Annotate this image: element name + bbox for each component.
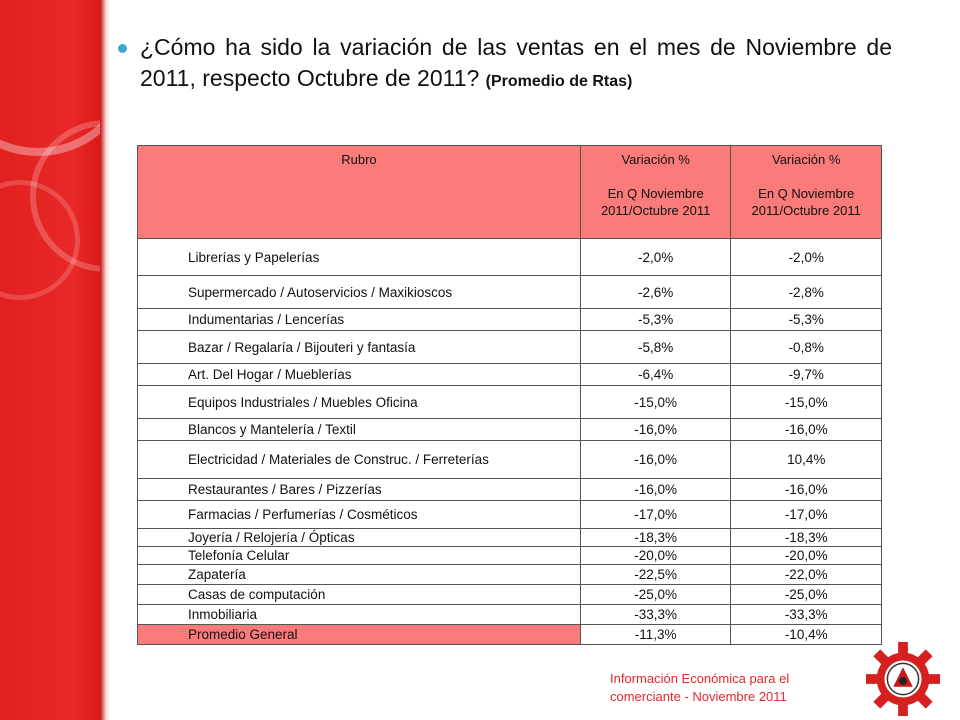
table-row [138, 501, 882, 529]
table-row [138, 309, 882, 331]
column-header-variation-1-sub: En Q Noviembre 2011/Octubre 2011 [600, 186, 711, 218]
row-rubro: Art. Del Hogar / Mueblerías [138, 364, 581, 386]
table-row [138, 585, 882, 605]
row-variation-2: -2,0% [731, 239, 882, 276]
gear-logo-icon [864, 640, 942, 718]
row-variation-2: -22,0% [731, 565, 882, 585]
row-rubro: Electricidad / Materiales de Construc. / Ferreterías [138, 441, 581, 479]
row-rubro: Telefonía Celular [138, 547, 581, 565]
row-variation-1: -6,4% [580, 364, 731, 386]
row-variation-2: -17,0% [731, 501, 882, 529]
row-variation-1: -20,0% [580, 547, 731, 565]
row-rubro: Blancos y Mantelería / Textil [138, 419, 581, 441]
row-variation-1: -16,0% [580, 479, 731, 501]
table-row [138, 479, 882, 501]
total-variation-1: -11,3% [580, 625, 731, 645]
row-variation-1: -15,0% [580, 386, 731, 419]
row-variation-2: -2,8% [731, 276, 882, 309]
row-rubro: Supermercado / Autoservicios / Maxikioscos [138, 276, 581, 309]
row-variation-2: 10,4% [731, 441, 882, 479]
footer-line-1: Información Económica para el [610, 671, 790, 686]
table-row [138, 239, 882, 276]
row-rubro: Equipos Industriales / Muebles Oficina [138, 386, 581, 419]
sales-variation-table [137, 145, 882, 645]
footer-line-2: comerciante - Noviembre 2011 [610, 689, 787, 704]
row-variation-1: -16,0% [580, 441, 731, 479]
table-row [138, 419, 882, 441]
row-variation-2: -20,0% [731, 547, 882, 565]
row-variation-1: -2,6% [580, 276, 731, 309]
table-row [138, 331, 882, 364]
table-row [138, 441, 882, 479]
slide-title-tail: (Promedio de Rtas) [485, 73, 633, 90]
row-variation-2: -9,7% [731, 364, 882, 386]
row-rubro: Inmobiliaria [138, 605, 581, 625]
table-row-total [138, 625, 882, 645]
column-header-variation-2-top: Variación % [772, 152, 841, 167]
row-variation-1: -25,0% [580, 585, 731, 605]
row-variation-1: -5,8% [580, 331, 731, 364]
row-rubro: Casas de computación [138, 585, 581, 605]
table-row [138, 364, 882, 386]
row-variation-2: -0,8% [731, 331, 882, 364]
row-variation-2: -18,3% [731, 529, 882, 547]
row-variation-1: -33,3% [580, 605, 731, 625]
row-rubro: Librerías y Papelerías [138, 239, 581, 276]
row-rubro: Zapatería [138, 565, 581, 585]
table-row [138, 276, 882, 309]
row-rubro: Restaurantes / Bares / Pizzerías [138, 479, 581, 501]
column-header-variation-2-sub: En Q Noviembre 2011/Octubre 2011 [751, 186, 861, 218]
table-row [138, 547, 882, 565]
column-header-variation-1 [580, 146, 731, 239]
row-variation-2: -15,0% [731, 386, 882, 419]
row-variation-1: -17,0% [580, 501, 731, 529]
row-variation-2: -16,0% [731, 479, 882, 501]
side-decoration-band [0, 0, 106, 720]
bullet-dot-icon [118, 44, 127, 53]
row-variation-1: -2,0% [580, 239, 731, 276]
footer-caption [610, 670, 840, 706]
table-row [138, 605, 882, 625]
row-variation-2: -5,3% [731, 309, 882, 331]
row-variation-1: -18,3% [580, 529, 731, 547]
row-variation-1: -22,5% [580, 565, 731, 585]
row-rubro: Bazar / Regalaría / Bijouteri y fantasía [138, 331, 581, 364]
slide-title [140, 32, 892, 97]
column-header-variation-2 [731, 146, 882, 239]
table-row [138, 529, 882, 547]
table-header-row [138, 146, 882, 239]
column-header-rubro: Rubro [138, 146, 581, 239]
row-rubro: Joyería / Relojería / Ópticas [138, 529, 581, 547]
table-row [138, 386, 882, 419]
table-row [138, 565, 882, 585]
band-edge-shadow [100, 0, 110, 720]
column-header-variation-1-top: Variación % [621, 152, 690, 167]
row-variation-2: -25,0% [731, 585, 882, 605]
row-rubro: Indumentarias / Lencerías [138, 309, 581, 331]
total-rubro: Promedio General [138, 625, 581, 645]
row-rubro: Farmacias / Perfumerías / Cosméticos [138, 501, 581, 529]
row-variation-2: -16,0% [731, 419, 882, 441]
row-variation-1: -16,0% [580, 419, 731, 441]
slide-title-main: ¿Cómo ha sido la variación de las ventas en el mes de Noviembre de 2011, respecto Octubre de 2011? [140, 34, 892, 91]
row-variation-1: -5,3% [580, 309, 731, 331]
total-variation-2: -10,4% [731, 625, 882, 645]
row-variation-2: -33,3% [731, 605, 882, 625]
